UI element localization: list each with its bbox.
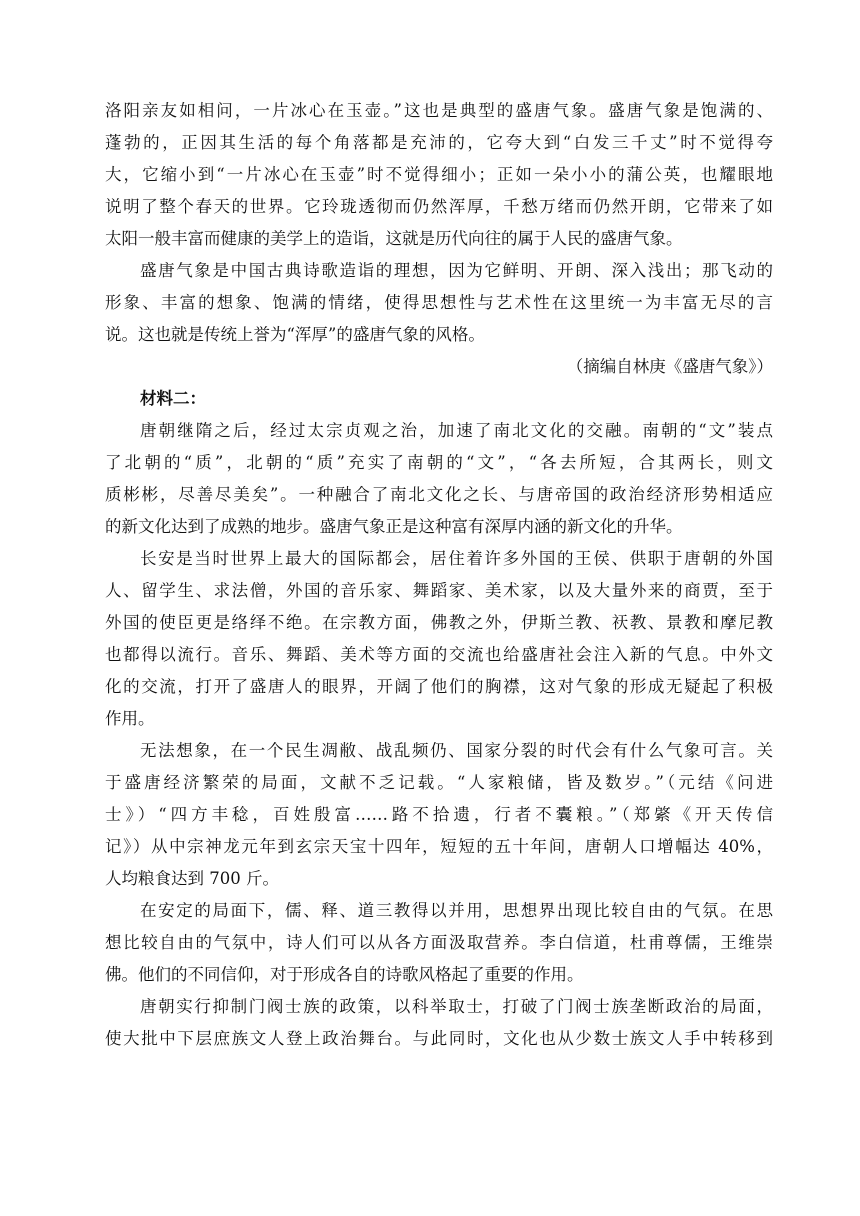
text-line: 作用。: [105, 709, 155, 728]
text-line: 无法想象，在一个民生凋敝、战乱频仍、国家分裂的时代会有什么气象可言。关: [140, 741, 773, 760]
text-line: 人均粮食达到 700 斤。: [105, 869, 279, 888]
document-body: [105, 95, 773, 1055]
text-line: 的新文化达到了成熟的地步。盛唐气象正是这种富有深厚内涵的新文化的升华。: [105, 517, 683, 536]
text-line: 人、留学生、求法僧，外国的音乐家、舞蹈家、美术家，以及大量外来的商贾，至于: [105, 581, 773, 600]
text-line: 说明了整个春天的世界。它玲珑透彻而仍然浑厚，千愁万绪而仍然开朗，它带来了如: [105, 197, 773, 216]
text-line: 在安定的局面下，儒、释、道三教得以并用，思想界出现比较自由的气氛。在思: [140, 901, 773, 920]
text-line: 使大批中下层庶族文人登上政治舞台。与此同时，文化也从少数士族文人手中转移到: [105, 1029, 773, 1048]
text-line: 记》）从中宗神龙元年到玄宗天宝十四年，短短的五十年间，唐朝人口增幅达 40%，: [105, 837, 773, 856]
text-line: 形象、丰富的想象、饱满的情绪，使得思想性与艺术性在这里统一为丰富无尽的言: [105, 293, 773, 312]
text-line: 想比较自由的气氛中，诗人们可以从各方面汲取营养。李白信道，杜甫尊儒，王维崇: [105, 933, 773, 952]
text-line: 佛。他们的不同信仰，对于形成各自的诗歌风格起了重要的作用。: [105, 965, 584, 984]
text-line: 外国的使臣更是络绎不绝。在宗教方面，佛教之外，伊斯兰教、祆教、景教和摩尼教: [105, 613, 773, 632]
text-line: 盛唐气象是中国古典诗歌造诣的理想，因为它鲜明、开朗、深入浅出；那飞动的: [140, 261, 773, 280]
text-line: 士》）“四方丰稔，百姓殷富……路不拾遗，行者不囊粮。”（郑綮《开天传信: [105, 805, 773, 824]
text-line: 唐朝继隋之后，经过太宗贞观之治，加速了南北文化的交融。南朝的“文”装点: [140, 421, 773, 440]
section-heading: 材料二：: [140, 389, 206, 408]
source-citation: （摘编自林庚《盛唐气象》）: [566, 357, 773, 376]
text-line: 唐朝实行抑制门阀士族的政策，以科举取士，打破了门阀士族垄断政治的局面，: [140, 997, 773, 1016]
text-line: 质彬彬，尽善尽美矣”。一种融合了南北文化之长、与唐帝国的政治经济形势相适应: [105, 485, 773, 504]
text-line: 长安是当时世界上最大的国际都会，居住着许多外国的王侯、供职于唐朝的外国: [140, 549, 773, 568]
text-line: 说。这也就是传统上誉为“浑厚”的盛唐气象的风格。: [105, 325, 485, 344]
text-line: 也都得以流行。音乐、舞蹈、美术等方面的交流也给盛唐社会注入新的气息。中外文: [105, 645, 773, 664]
text-line: 化的交流，打开了盛唐人的眼界，开阔了他们的胸襟，这对气象的形成无疑起了积极: [105, 677, 773, 696]
text-line: 洛阳亲友如相问，一片冰心在玉壶。”这也是典型的盛唐气象。盛唐气象是饱满的、: [105, 101, 773, 120]
text-line: 大，它缩小到“一片冰心在玉壶”时不觉得细小；正如一朵小小的蒲公英，也耀眼地: [105, 165, 773, 184]
text-line: 于盛唐经济繁荣的局面，文献不乏记载。“人家粮储，皆及数岁。”（元结《问进: [105, 773, 773, 792]
text-line: 蓬勃的，正因其生活的每个角落都是充沛的，它夸大到“白发三千丈”时不觉得夸: [105, 133, 773, 152]
text-line: 了北朝的“质”，北朝的“质”充实了南朝的“文”，“各去所短，合其两长，则文: [105, 453, 773, 472]
text-line: 太阳一般丰富而健康的美学上的造诣，这就是历代向往的属于人民的盛唐气象。: [105, 229, 683, 248]
